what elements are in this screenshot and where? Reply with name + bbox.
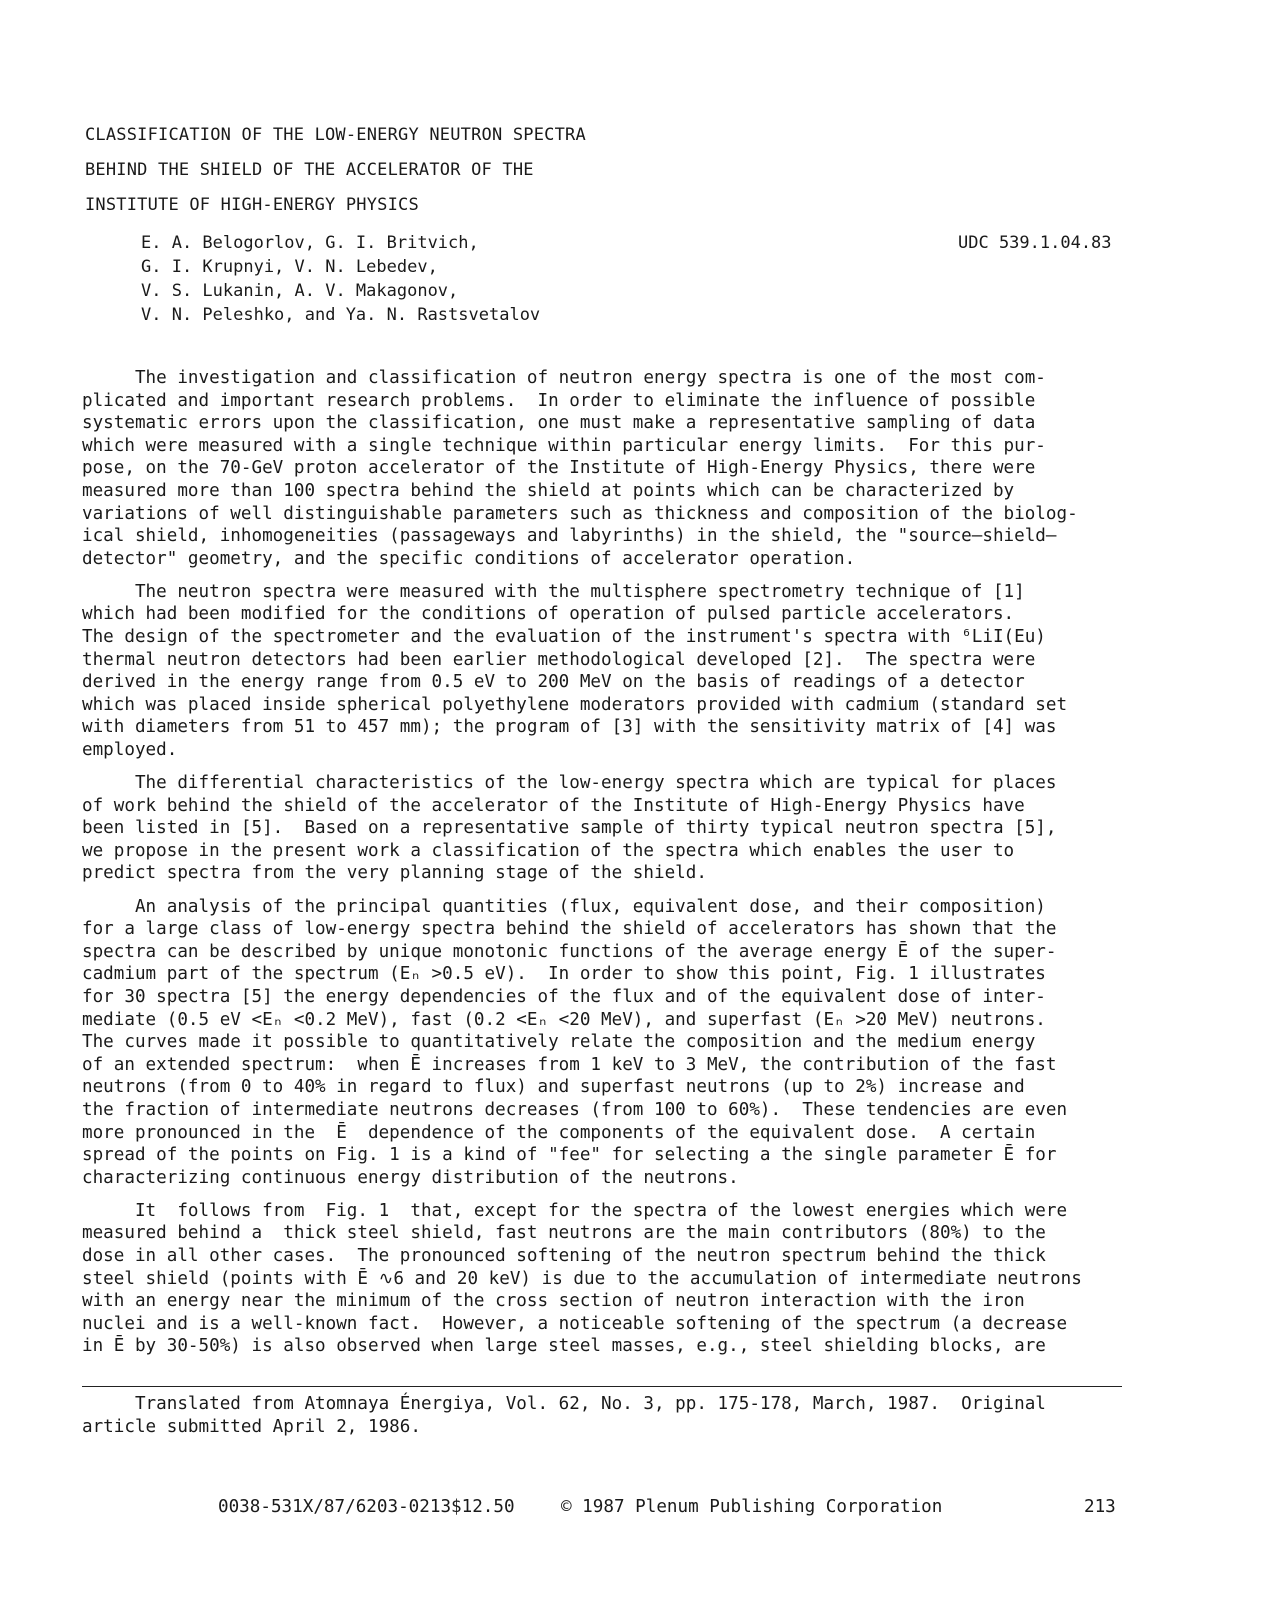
article-body [82, 367, 1142, 1368]
paragraph-line: with an energy near the minimum of the cross section of neutron interaction with the iron [82, 1291, 1025, 1312]
paragraph-line: characterizing continuous energy distribution of the neutrons. [82, 1167, 739, 1188]
paragraph-line: which were measured with a single technique within particular energy limits. For this pur- [82, 435, 1046, 456]
paragraph-line: employed. [82, 740, 178, 760]
author-line: E. A. Belogorlov, G. I. Britvich, [141, 233, 479, 253]
body-paragraph [82, 581, 1142, 762]
paragraph-line: neutrons (from 0 to 40% in regard to flux) and superfast neutrons (up to 2%) increase and [82, 1077, 1025, 1098]
paragraph-line: measured behind a thick steel shield, fast neutrons are the main contributors (80%) to the [82, 1223, 1046, 1244]
paragraph-line: spectra can be described by unique monotonic functions of the average energy Ē of the super- [82, 941, 1057, 962]
paragraph-line: with diameters from 51 to 457 mm); the program of [3] with the sensitivity matrix of [4] was [82, 717, 1057, 738]
author-line: V. S. Lukanin, A. V. Makagonov, [141, 281, 459, 301]
paragraph-line: cadmium part of the spectrum (Eₙ >0.5 eV). In order to show this point, Fig. 1 illustrates [82, 964, 1046, 985]
title-line: INSTITUTE OF HIGH-ENERGY PHYSICS [85, 195, 419, 215]
paragraph-line: thermal neutron detectors had been earlier methodological developed [2]. The spectra were [82, 649, 1036, 670]
paragraph-line: steel shield (points with Ē ∿6 and 20 keV) is due to the accumulation of intermediate neutrons [82, 1268, 1082, 1289]
paragraph-line: The investigation and classification of neutron energy spectra is one of the most com- [82, 368, 1046, 388]
paragraph-line: derived in the energy range from 0.5 eV to 200 MeV on the basis of readings of a detector [82, 672, 1025, 693]
paragraph-line: for a large class of low-energy spectra behind the shield of accelerators has shown that the [82, 919, 1057, 940]
paragraph-line: detector" geometry, and the specific conditions of accelerator operation. [82, 548, 856, 569]
paragraph-line: The curves made it possible to quantitatively relate the composition and the medium energy [82, 1032, 1036, 1053]
paragraph-line: pose, on the 70-GeV proton accelerator of the Institute of High-Energy Physics, there were [82, 458, 1036, 479]
paragraph-line: for 30 spectra [5] the energy dependencies of the flux and of the equivalent dose of inter- [82, 986, 1046, 1007]
footnote-line: Translated from Atomnaya Énergiya, Vol. 62, No. 3, pp. 175-178, March, 1987. Original [82, 1394, 1046, 1414]
paragraph-line: which had been modified for the conditions of operation of pulsed particle accelerators. [82, 604, 1015, 625]
paragraph-line: the fraction of intermediate neutrons decreases (from 100 to 60%). These tendencies are even [82, 1099, 1068, 1120]
paragraph-line: been listed in [5]. Based on a representative sample of thirty typical neutron spectra [5], [82, 818, 1057, 839]
footnote-line: article submitted April 2, 1986. [82, 1416, 421, 1437]
article-title [85, 118, 586, 223]
body-paragraph [82, 367, 1142, 570]
footnote-divider [82, 1386, 1122, 1387]
paragraph-line: nuclei and is a well-known fact. However, a noticeable softening of the spectrum (a decrease [82, 1313, 1068, 1334]
paragraph-line: of work behind the shield of the accelerator of the Institute of High-Energy Physics have [82, 795, 1025, 816]
paragraph-line: The neutron spectra were measured with the multisphere spectrometry technique of [1] [82, 581, 1025, 602]
paragraph-line: variations of well distinguishable parameters such as thickness and composition of the biolog- [82, 503, 1078, 524]
title-line: BEHIND THE SHIELD OF THE ACCELERATOR OF THE [85, 160, 534, 180]
paragraph-line: The design of the spectrometer and the evaluation of the instrument's spectra with ⁶LiI(Eu) [82, 627, 1046, 648]
author-line: V. N. Peleshko, and Ya. N. Rastsvetalov [141, 305, 541, 325]
paragraph-line: dose in all other cases. The pronounced softening of the neutron spectrum behind the thick [82, 1245, 1046, 1266]
body-paragraph [82, 896, 1142, 1190]
paragraph-line: measured more than 100 spectra behind the shield at points which can be characterized by [82, 480, 1015, 501]
paragraph-line: which was placed inside spherical polyethylene moderators provided with cadmium (standard set [82, 694, 1068, 715]
paragraph-line: in Ē by 30-50%) is also observed when large steel masses, e.g., steel shielding blocks, are [82, 1336, 1046, 1357]
title-line: CLASSIFICATION OF THE LOW-ENERGY NEUTRON SPECTRA [85, 125, 586, 145]
footer-code: 0038-531X/87/6203-0213$12.50 [218, 1497, 515, 1517]
paragraph-line: An analysis of the principal quantities (flux, equivalent dose, and their composition) [82, 896, 1046, 917]
footer-copyright: © 1987 Plenum Publishing Corporation [561, 1497, 943, 1517]
paragraph-line: mediate (0.5 eV <Eₙ <0.2 MeV), fast (0.2 <Eₙ <20 MeV), and superfast (Eₙ >20 MeV) neutrons. [82, 1009, 1046, 1030]
paragraph-line: spread of the points on Fig. 1 is a kind of "fee" for selecting a the single parameter Ē for [82, 1145, 1057, 1166]
paragraph-line: more pronounced in the Ē dependence of the components of the equivalent dose. A certain [82, 1122, 1036, 1143]
translation-footnote [82, 1393, 1046, 1438]
paragraph-line: ical shield, inhomogeneities (passageways and labyrinths) in the shield, the "source—shield— [82, 526, 1057, 547]
paragraph-line: It follows from Fig. 1 that, except for the spectra of the lowest energies which were [82, 1200, 1068, 1221]
paragraph-line: predict spectra from the very planning stage of the shield. [82, 863, 707, 884]
paragraph-line: of an extended spectrum: when Ē increases from 1 keV to 3 MeV, the contribution of the fast [82, 1054, 1057, 1075]
author-list [141, 231, 540, 327]
paragraph-line: we propose in the present work a classification of the spectra which enables the user to [82, 840, 1015, 861]
paragraph-line: systematic errors upon the classification, one must make a representative sampling of data [82, 413, 1036, 434]
paragraph-line: The differential characteristics of the low-energy spectra which are typical for places [82, 773, 1057, 794]
page-number: 213 [1084, 1497, 1116, 1517]
udc-code: UDC 539.1.04.83 [958, 233, 1112, 253]
author-line: G. I. Krupnyi, V. N. Lebedev, [141, 257, 438, 277]
paragraph-line: plicated and important research problems. In order to eliminate the influence of possible [82, 390, 1036, 411]
body-paragraph [82, 772, 1142, 885]
body-paragraph [82, 1200, 1142, 1358]
